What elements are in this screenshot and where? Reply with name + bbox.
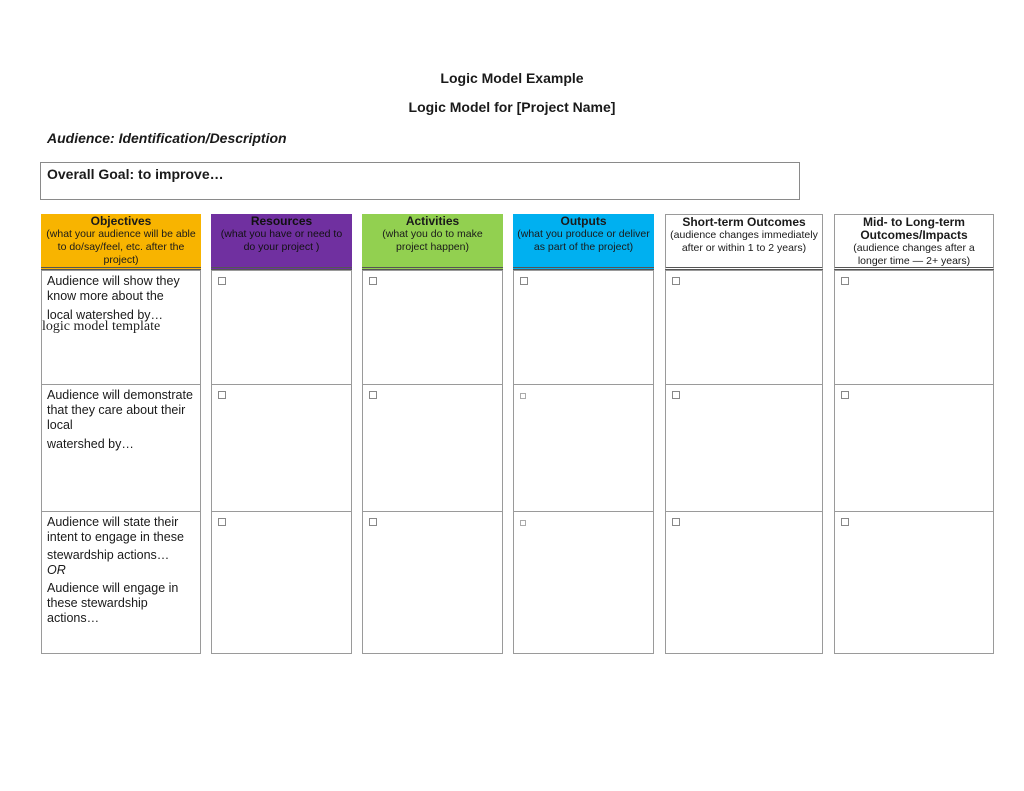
overall-goal-text: Overall Goal: to improve… (47, 166, 224, 182)
checkbox-icon[interactable] (520, 520, 526, 526)
audience-label: Audience: Identification/Description (47, 130, 287, 146)
column-resources (211, 214, 352, 654)
column-long-term-outcomes (834, 214, 994, 654)
header-objectives (41, 214, 201, 270)
objective-3-text-b: stewardship actions… (47, 548, 170, 562)
checkbox-icon[interactable] (520, 393, 526, 399)
document-subtitle: Logic Model for [Project Name] (408, 99, 616, 115)
header-subtitle: (what you do to make project happen) (382, 228, 483, 253)
checkbox-icon[interactable] (218, 518, 226, 526)
header-title: Activities (405, 214, 460, 228)
cell-short-term-3[interactable] (665, 512, 823, 654)
objective-3-text-a: Audience will state their intent to engage in these (47, 515, 184, 544)
cell-resources-1[interactable] (211, 271, 352, 385)
column-activities (362, 214, 503, 654)
header-subtitle: (what you have or need to do your project ) (220, 228, 343, 253)
cell-long-term-2[interactable] (834, 385, 994, 512)
objective-3-text-d: Audience will engage in these stewardship actions… (47, 581, 179, 625)
header-subtitle: (audience changes after a longer time — 2+ years) (853, 242, 975, 267)
cell-long-term-1[interactable] (834, 271, 994, 385)
cell-long-term-3[interactable] (834, 512, 994, 654)
cell-outputs-1[interactable] (513, 271, 654, 385)
header-short-term-outcomes (665, 214, 823, 270)
objective-2-text-b: watershed by… (47, 437, 134, 451)
header-title: Outputs (560, 214, 607, 228)
header-outputs (513, 214, 654, 270)
column-short-term-outcomes (665, 214, 823, 654)
header-subtitle: (what your audience will be able to do/say/feel, etc. after the project) (46, 228, 196, 266)
header-long-term-outcomes (834, 214, 994, 270)
header-resources (211, 214, 352, 270)
document-title: Logic Model Example (440, 70, 584, 86)
cell-resources-2[interactable] (211, 385, 352, 512)
checkbox-icon[interactable] (841, 277, 849, 285)
cell-outputs-3[interactable] (513, 512, 654, 654)
checkbox-icon[interactable] (672, 518, 680, 526)
objective-1-text: Audience will show they know more about the (47, 274, 180, 303)
checkbox-icon[interactable] (369, 391, 377, 399)
checkbox-icon[interactable] (369, 518, 377, 526)
checkbox-icon[interactable] (672, 391, 680, 399)
cell-short-term-2[interactable] (665, 385, 823, 512)
objective-1-text-b: local watershed by… (47, 308, 164, 322)
checkbox-icon[interactable] (520, 277, 528, 285)
checkbox-icon[interactable] (841, 518, 849, 526)
cell-outputs-2[interactable] (513, 385, 654, 512)
objective-3-or: OR (47, 563, 66, 577)
header-title: Objectives (90, 214, 152, 228)
header-title: Short-term Outcomes (682, 215, 806, 229)
header-subtitle: (what you produce or deliver as part of the project) (517, 228, 650, 253)
column-objectives (41, 214, 201, 654)
watermark-text: logic model template (42, 319, 161, 334)
header-activities (362, 214, 503, 270)
cell-objective-2[interactable] (41, 385, 201, 512)
column-outputs (513, 214, 654, 654)
checkbox-icon[interactable] (672, 277, 680, 285)
header-subtitle: (audience changes immediately after or within 1 to 2 years) (670, 229, 818, 254)
checkbox-icon[interactable] (841, 391, 849, 399)
header-title: Resources (250, 214, 313, 228)
cell-short-term-1[interactable] (665, 271, 823, 385)
cell-activities-3[interactable] (362, 512, 503, 654)
overall-goal-box[interactable] (40, 162, 800, 200)
header-title: Mid- to Long-term Outcomes/Impacts (860, 215, 968, 242)
objective-2-text: Audience will demonstrate that they care about their local (47, 388, 193, 432)
cell-resources-3[interactable] (211, 512, 352, 654)
cell-objective-3[interactable] (41, 512, 201, 654)
cell-activities-2[interactable] (362, 385, 503, 512)
checkbox-icon[interactable] (218, 391, 226, 399)
checkbox-icon[interactable] (218, 277, 226, 285)
checkbox-icon[interactable] (369, 277, 377, 285)
cell-activities-1[interactable] (362, 271, 503, 385)
